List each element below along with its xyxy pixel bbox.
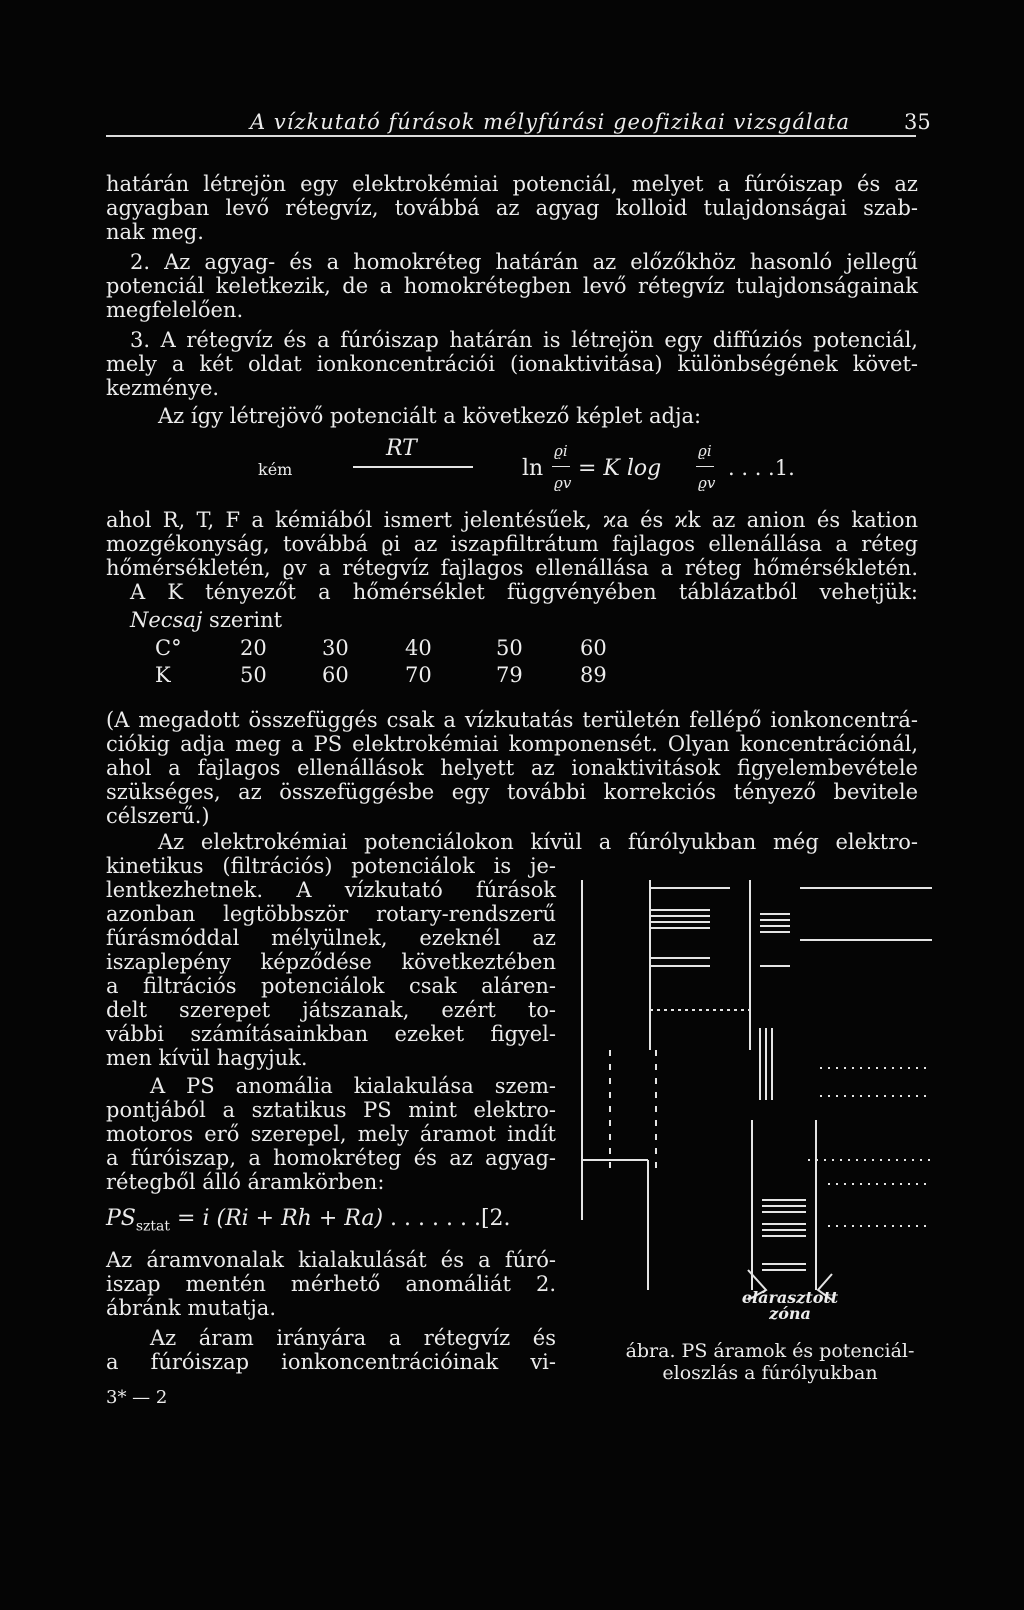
table-cell: 50 xyxy=(240,663,267,687)
text-line: vábbi számításainkban ezeket figyel- xyxy=(106,1022,556,1046)
table-cell: 40 xyxy=(405,636,432,660)
text-line: kezménye. xyxy=(106,376,220,400)
text-line: a filtrációs potenciálok csak aláren- xyxy=(106,974,556,998)
figure-caption xyxy=(590,1340,950,1384)
k-table xyxy=(0,636,1024,696)
text-line: Az így létrejövő potenciált a következő képlet adja: xyxy=(158,404,702,428)
formula-subscript: kém xyxy=(258,460,293,479)
table-cell: K xyxy=(155,663,171,687)
table-cell: 79 xyxy=(496,663,523,687)
fraction-bar xyxy=(696,466,714,467)
text-line: rétegből álló áramkörben: xyxy=(106,1170,385,1194)
text-line: a fúróiszap ionkoncentrációinak vi- xyxy=(106,1350,556,1374)
text-line-necsaj xyxy=(130,608,282,632)
formula-k-log: = K log xyxy=(578,456,662,481)
text-line: motoros erő szerepel, mely áramot indít xyxy=(106,1122,556,1146)
author-name: Necsaj xyxy=(130,608,203,632)
text-line: lentkezhetnek. A vízkutató fúrások xyxy=(106,878,556,902)
text-line: ahol a fajlagos ellenállások helyett az ionaktivitások figyelembevétele xyxy=(106,756,918,780)
page-number: 35 xyxy=(904,110,931,134)
rho-i: ϱi xyxy=(698,442,712,460)
text-line: men kívül hagyjuk. xyxy=(106,1046,308,1070)
table-cell: 60 xyxy=(580,636,607,660)
text-line: ábránk mutatja. xyxy=(106,1296,276,1320)
text-line: szükséges, az összefüggésbe egy további korrekciós tényező bevitele xyxy=(106,780,918,804)
fraction-bar xyxy=(353,466,473,468)
fraction-bar xyxy=(552,466,570,467)
table-cell: 89 xyxy=(580,663,607,687)
text-line: célszerű.) xyxy=(106,804,210,828)
text-line: A K tényezőt a hőmérséklet függvényében táblázatból vehetjük: xyxy=(130,580,918,604)
text-line: azonban legtöbbször rotary-rendszerű xyxy=(106,902,556,926)
label-line: zóna xyxy=(769,1304,811,1323)
text-fragment: szerint xyxy=(202,608,283,632)
text-line: delt szerepet játszanak, ezért to- xyxy=(106,998,556,1022)
table-cell: 20 xyxy=(240,636,267,660)
formula-lhs: PS xyxy=(106,1206,136,1231)
text-line: a fúróiszap, a homokréteg és az agyag- xyxy=(106,1146,556,1170)
table-cell: 70 xyxy=(405,663,432,687)
text-line: 2. Az agyag- és a homokréteg határán az előzőkhöz hasonló jellegű xyxy=(130,250,918,274)
table-cell: 60 xyxy=(322,663,349,687)
text-line: hőmérsékletén, ϱv a rétegvíz fajlagos ellenállása a réteg hőmérsékletén. xyxy=(106,556,918,580)
formula-number: . . . .1. xyxy=(728,456,795,480)
formula-lhs-sub: sztat xyxy=(135,1218,171,1235)
text-line: pontjából a sztatikus PS mint elektro- xyxy=(106,1098,556,1122)
header-rule xyxy=(106,135,916,137)
footer-signature: 3* — 2 xyxy=(106,1387,168,1408)
formula-ln: ln xyxy=(522,456,544,481)
text-line: fúrásmóddal mélyülnek, ezeknél az xyxy=(106,926,556,950)
text-line: megfelelően. xyxy=(106,298,244,322)
table-cell: 50 xyxy=(496,636,523,660)
rho-i: ϱi xyxy=(554,442,568,460)
text-line: Az elektrokémiai potenciálokon kívül a fúrólyukban még elektro- xyxy=(158,830,918,854)
running-title: A vízkutató fúrások mélyfúrási geofizikai vizsgálata xyxy=(250,110,851,134)
figure-inner-label xyxy=(735,1290,845,1322)
text-line: határán létrejön egy elektrokémiai potenciál, melyet a fúróiszap és az xyxy=(106,172,918,196)
text-line: Az áramvonalak kialakulását és a fúró- xyxy=(106,1248,556,1272)
table-cell: 30 xyxy=(322,636,349,660)
table-cell: C° xyxy=(155,636,182,660)
text-line: iszap mentén mérhető anomáliát 2. xyxy=(106,1272,556,1296)
text-line: Az áram irányára a rétegvíz és xyxy=(150,1326,556,1350)
text-line: 3. A rétegvíz és a fúróiszap határán is létrejön egy diffúziós potenciál, xyxy=(130,328,918,352)
text-line: mely a két oldat ionkoncentrációi (ionaktivitása) különbségének követ- xyxy=(106,352,918,376)
formula-number: . . . . . . .[2. xyxy=(390,1206,511,1231)
text-line: A PS anomália kialakulása szem- xyxy=(150,1074,556,1098)
formula-1 xyxy=(258,436,818,504)
text-line: nak meg. xyxy=(106,220,204,244)
label-line: elárasztott xyxy=(741,1288,839,1307)
text-line: iszaplepény képződése következtében xyxy=(106,950,556,974)
formula-rhs: = i (Ri + Rh + Ra) xyxy=(177,1206,384,1231)
text-line: ciókig adja meg a PS elektrokémiai komponensét. Olyan koncentrációnál, xyxy=(106,732,918,756)
text-line: mozgékonyság, továbbá ϱi az iszapfiltrátum fajlagos ellenállása a réteg xyxy=(106,532,918,556)
formula-2 xyxy=(106,1206,576,1246)
caption-line: eloszlás a fúrólyukban xyxy=(662,1362,878,1384)
text-line: kinetikus (filtrációs) potenciálok is je- xyxy=(106,854,556,878)
text-line: agyagban levő rétegvíz, továbbá az agyag kolloid tulajdonságai szab- xyxy=(106,196,918,220)
borehole-figure xyxy=(570,870,950,1610)
rho-v: ϱv xyxy=(554,474,572,492)
rho-v: ϱv xyxy=(698,474,716,492)
text-line: ahol R, T, F a kémiából ismert jelentésűek, ϰa és ϰk az anion és kation xyxy=(106,508,918,532)
formula-numerator: RT xyxy=(386,436,417,461)
caption-line: ábra. PS áramok és potenciál- xyxy=(625,1340,915,1362)
text-line: (A megadott összefüggés csak a vízkutatás területén fellépő ionkoncentrá- xyxy=(106,708,918,732)
text-line: potenciál keletkezik, de a homokrétegben levő rétegvíz tulajdonságainak xyxy=(106,274,918,298)
